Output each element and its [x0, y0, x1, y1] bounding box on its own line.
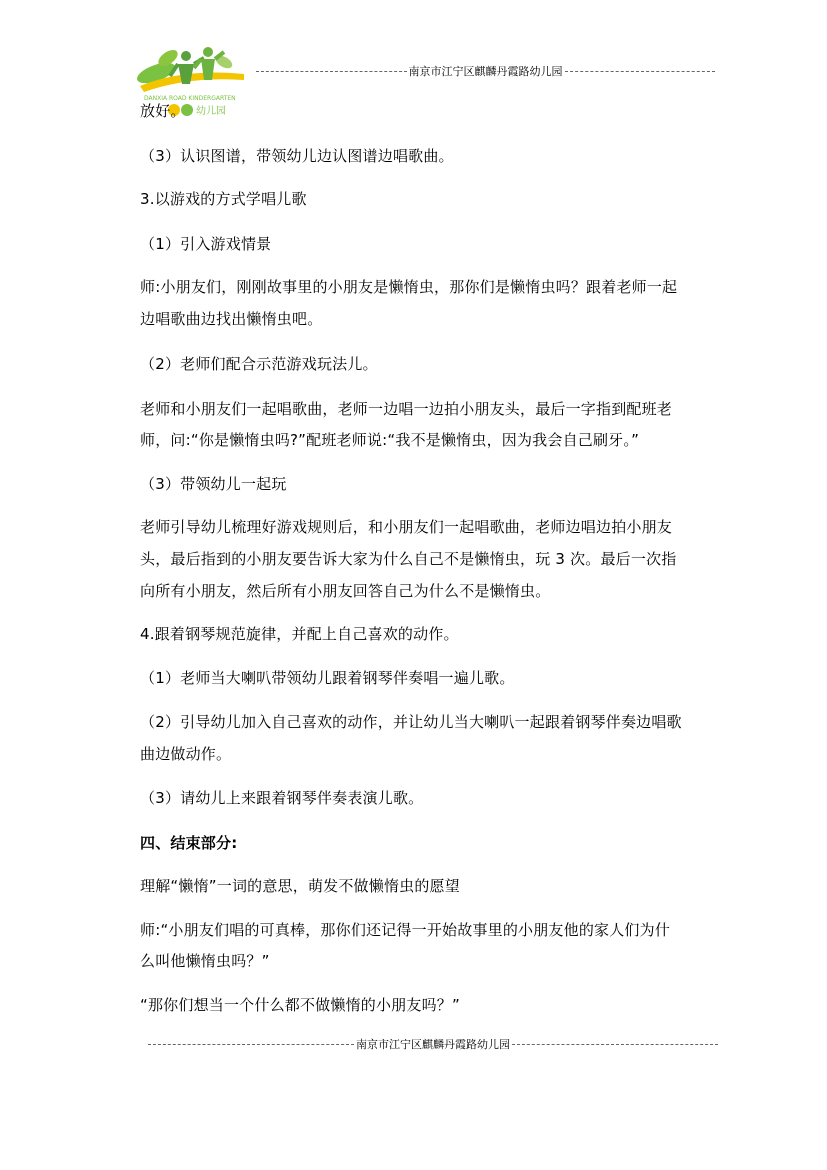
text-line-11: 老师引导幼儿梳理好游戏规则后，和小朋友们一起唱歌曲，老师边唱边拍小朋友 [140, 518, 673, 536]
text-line-10: （3）带领幼儿一起玩 [140, 475, 287, 493]
footer-dash-right [512, 1044, 718, 1045]
text-line-22: 么叫他懒惰虫吗？” [140, 952, 270, 970]
footer-rule [148, 1036, 718, 1052]
text-line-2: （3）认识图谱，带领幼儿边认图谱边唱歌曲。 [140, 147, 454, 165]
text-line-6: 边唱歌曲边找出懒惰虫吧。 [140, 310, 323, 328]
text-line-9: 师，问:“你是懒惰虫吗?”配班老师说:“我不是懒惰虫，因为我会自己刷牙。” [140, 431, 640, 449]
logo-text: 幼儿园 [196, 106, 226, 117]
text-line-12: 头，最后指到的小朋友要告诉大家为什么自己不是懒惰虫，玩 3 次。最后一次指 [140, 550, 677, 568]
section-heading-ending: 四、结束部分: [140, 834, 238, 852]
header-rule [256, 63, 715, 79]
header-school-name: 南京市江宁区麒麟丹霞路幼儿园 [408, 65, 563, 78]
text-line-7: （2）老师们配合示范游戏玩法儿。 [140, 355, 378, 373]
text-line-16: （2）引导幼儿加入自己喜欢的动作，并让幼儿当大喇叭一起跟着钢琴伴奏边唱歌 [140, 713, 682, 731]
logo-subtitle: DANXIA ROAD KINDERGARTEN [144, 95, 236, 102]
text-line-3: 3.以游戏的方式学唱儿歌 [140, 190, 307, 208]
text-line-18: （3）请幼儿上来跟着钢琴伴奏表演儿歌。 [140, 789, 424, 807]
footer-dash-left [148, 1044, 354, 1045]
text-line-15: （1）老师当大喇叭带领幼儿跟着钢琴伴奏唱一遍儿歌。 [140, 669, 515, 687]
text-line-8: 老师和小朋友们一起唱歌曲，老师一边唱一边拍小朋友头，最后一字指到配班老 [140, 400, 673, 418]
text-line-5: 师:小朋友们，刚刚故事里的小朋友是懒惰虫，那你们是懒惰虫吗？跟着老师一起 [140, 278, 678, 296]
header-dash-right [565, 71, 716, 72]
text-line-21: 师:“小朋友们唱的可真棒，那你们还记得一开始故事里的小朋友他的家人们为什 [140, 921, 671, 939]
text-line-23: “那你们想当一个什么都不做懒惰的小朋友吗？” [140, 996, 460, 1014]
text-line-1: 放好。 [140, 102, 186, 120]
footer-school-name: 南京市江宁区麒麟丹霞路幼儿园 [356, 1038, 510, 1051]
text-line-13: 向所有小朋友，然后所有小朋友回答自己为什么不是懒惰虫。 [140, 582, 551, 600]
text-line-17: 曲边做动作。 [140, 745, 232, 763]
header-dash-left [256, 71, 407, 72]
text-line-4: （1）引入游戏情景 [140, 235, 272, 253]
text-line-20: 理解“懒惰”一词的意思，萌发不做懒惰虫的愿望 [140, 877, 460, 895]
text-line-14: 4.跟着钢琴规范旋律，并配上自己喜欢的动作。 [140, 625, 459, 643]
